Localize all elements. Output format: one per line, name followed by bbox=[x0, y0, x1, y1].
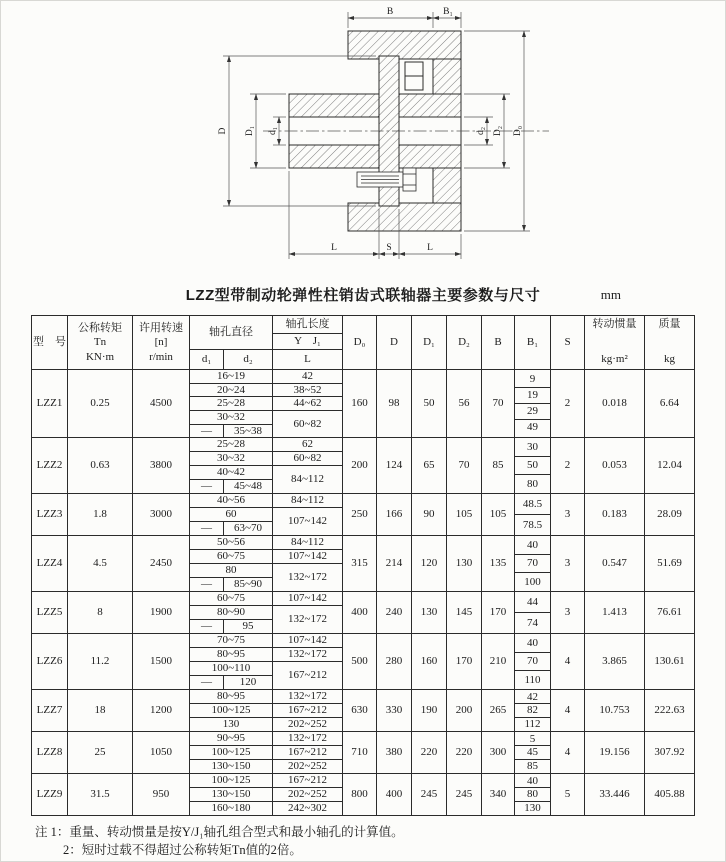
cell-D1: 130 bbox=[412, 592, 447, 634]
cell-bore-L: 84~112 bbox=[273, 536, 343, 550]
cell-B1-value: 40 bbox=[515, 537, 550, 555]
speed-unit: r/min bbox=[149, 350, 173, 363]
note-2: 2：短时过载不得超过公称转矩Tn值的2倍。 bbox=[63, 843, 302, 858]
col-model: 型 号 bbox=[32, 316, 68, 370]
cell-bore-d: 130~150 bbox=[190, 788, 273, 802]
table-notes bbox=[35, 823, 725, 859]
cell-bore-d: 100~110 bbox=[190, 662, 273, 676]
cell-mass: 51.69 bbox=[645, 536, 695, 592]
inertia-label: 转动惯量 bbox=[592, 318, 637, 330]
cell-B1-value: 100 bbox=[524, 575, 541, 588]
cell-bore-d: 100~125 bbox=[190, 746, 273, 760]
cell-B1-value: 85 bbox=[527, 760, 538, 773]
cell-B1-stack bbox=[515, 536, 551, 592]
dim-D1: D₁ bbox=[245, 125, 255, 137]
cell-bore-d1: — bbox=[190, 424, 224, 438]
speed-label: 许用转速 bbox=[139, 322, 183, 335]
cell-bore-L: 132~172 bbox=[273, 690, 343, 704]
cell-bore-L: 38~52 bbox=[273, 383, 343, 397]
cell-bore-d: 30~32 bbox=[190, 452, 273, 466]
cell-S: 3 bbox=[551, 494, 585, 536]
dim-d1: d₁ bbox=[268, 126, 278, 136]
cell-bore-L: 167~212 bbox=[273, 662, 343, 690]
cell-D: 280 bbox=[377, 634, 412, 690]
cell-D2: 56 bbox=[447, 370, 482, 438]
cell-bore-d2: 95 bbox=[224, 620, 273, 634]
cell-bore-d: 25~28 bbox=[190, 438, 273, 452]
cell-speed: 950 bbox=[133, 774, 190, 816]
col-B1: B₁ bbox=[515, 316, 551, 370]
cell-torque: 0.63 bbox=[68, 438, 133, 494]
dim-D2: D₂ bbox=[493, 125, 503, 137]
torque-label: 公称转矩 bbox=[78, 322, 122, 335]
cell-mass: 76.61 bbox=[645, 592, 695, 634]
cell-bore-d: 100~125 bbox=[190, 774, 273, 788]
cell-bore-L: 202~252 bbox=[273, 760, 343, 774]
cell-model-name: LZZ7 bbox=[32, 690, 68, 732]
cell-D: 124 bbox=[377, 438, 412, 494]
row-LZZ9-1 bbox=[32, 774, 695, 788]
col-d2: d₂ bbox=[224, 349, 273, 369]
cell-B1-value: 70 bbox=[515, 653, 550, 671]
dim-B: B bbox=[386, 7, 394, 17]
cell-speed: 3800 bbox=[133, 438, 190, 494]
cell-B1-value: 9 bbox=[515, 372, 550, 388]
dim-B1: B₁ bbox=[443, 7, 453, 17]
cell-B1-value: 19 bbox=[515, 388, 550, 404]
torque-symbol: Tn bbox=[93, 336, 107, 349]
cell-D: 214 bbox=[377, 536, 412, 592]
torque-unit: KN·m bbox=[85, 350, 115, 363]
cell-D2: 220 bbox=[447, 732, 482, 774]
cell-B1-value: 74 bbox=[527, 616, 538, 629]
cell-B1-value: 30 bbox=[515, 439, 550, 457]
cell-bore-d: 60 bbox=[190, 508, 273, 522]
cell-bore-L: 132~172 bbox=[273, 564, 343, 592]
cell-D1: 65 bbox=[412, 438, 447, 494]
cell-D2: 200 bbox=[447, 690, 482, 732]
mass-unit: kg bbox=[664, 353, 675, 366]
cell-bore-d2: 45~48 bbox=[224, 480, 273, 494]
cell-torque: 25 bbox=[68, 732, 133, 774]
cell-bore-L: 44~62 bbox=[273, 397, 343, 411]
cell-B1-value: 49 bbox=[527, 421, 538, 434]
row-LZZ6-1 bbox=[32, 634, 695, 648]
row-LZZ1-1 bbox=[32, 370, 695, 384]
cell-speed: 3000 bbox=[133, 494, 190, 536]
cell-bore-d: 70~75 bbox=[190, 634, 273, 648]
cell-B: 300 bbox=[482, 732, 515, 774]
coupling-section-drawing bbox=[1, 1, 726, 273]
cell-inertia: 19.156 bbox=[585, 732, 645, 774]
cell-B1-value: 42 bbox=[515, 691, 550, 705]
cell-bore-L: 107~142 bbox=[273, 508, 343, 536]
cell-bore-d: 40~42 bbox=[190, 466, 273, 480]
cell-D2: 105 bbox=[447, 494, 482, 536]
cell-bore-d2: 63~70 bbox=[224, 522, 273, 536]
cell-B1-value: 29 bbox=[515, 404, 550, 420]
cell-torque: 8 bbox=[68, 592, 133, 634]
cell-bore-d: 20~24 bbox=[190, 383, 273, 397]
cell-D: 98 bbox=[377, 370, 412, 438]
cell-B: 170 bbox=[482, 592, 515, 634]
cell-D1: 120 bbox=[412, 536, 447, 592]
cell-bore-L: 202~252 bbox=[273, 788, 343, 802]
cell-bore-d2: 35~38 bbox=[224, 424, 273, 438]
cell-bore-d: 50~56 bbox=[190, 536, 273, 550]
cell-bore-L: 202~252 bbox=[273, 718, 343, 732]
cell-D2: 170 bbox=[447, 634, 482, 690]
cell-bore-d: 80~95 bbox=[190, 648, 273, 662]
note-1: 注 1：重量、转动惯量是按Y/J₁轴孔组合型式和最小轴孔的计算值。 bbox=[35, 825, 404, 840]
cell-D1: 50 bbox=[412, 370, 447, 438]
cell-B1-value: 80 bbox=[527, 477, 538, 490]
cell-S: 4 bbox=[551, 634, 585, 690]
cell-D1: 220 bbox=[412, 732, 447, 774]
cell-bore-L: 107~142 bbox=[273, 550, 343, 564]
cell-torque: 1.8 bbox=[68, 494, 133, 536]
cell-D1: 160 bbox=[412, 634, 447, 690]
cell-speed: 1500 bbox=[133, 634, 190, 690]
cell-D1: 245 bbox=[412, 774, 447, 816]
col-L: L bbox=[273, 349, 343, 369]
cell-bore-L: 84~112 bbox=[273, 466, 343, 494]
cell-bore-d: 90~95 bbox=[190, 732, 273, 746]
cell-S: 2 bbox=[551, 438, 585, 494]
row-LZZ7-1 bbox=[32, 690, 695, 704]
cell-model-name: LZZ2 bbox=[32, 438, 68, 494]
cell-D: 240 bbox=[377, 592, 412, 634]
cell-speed: 1200 bbox=[133, 690, 190, 732]
cell-B1-value: 48.5 bbox=[515, 495, 550, 516]
cell-torque: 31.5 bbox=[68, 774, 133, 816]
cell-inertia: 0.183 bbox=[585, 494, 645, 536]
col-bore-length: 轴孔长度 bbox=[273, 316, 343, 334]
cell-B1-value: 50 bbox=[515, 457, 550, 475]
cell-B: 70 bbox=[482, 370, 515, 438]
row-LZZ5-1 bbox=[32, 592, 695, 606]
inertia-unit: kg·m² bbox=[601, 353, 628, 366]
cell-inertia: 0.547 bbox=[585, 536, 645, 592]
cell-model-name: LZZ5 bbox=[32, 592, 68, 634]
cell-bore-L: 167~212 bbox=[273, 774, 343, 788]
speed-symbol: [n] bbox=[154, 336, 168, 349]
cell-torque: 4.5 bbox=[68, 536, 133, 592]
cell-mass: 130.61 bbox=[645, 634, 695, 690]
cell-D2: 130 bbox=[447, 536, 482, 592]
cell-B1-stack bbox=[515, 690, 551, 732]
cell-model-name: LZZ1 bbox=[32, 370, 68, 438]
dim-L-left: L bbox=[331, 243, 337, 253]
cell-B1-value: 40 bbox=[515, 635, 550, 653]
cell-torque: 11.2 bbox=[68, 634, 133, 690]
cell-bore-L: 107~142 bbox=[273, 634, 343, 648]
cell-bore-L: 60~82 bbox=[273, 410, 343, 437]
cell-bore-L: 132~172 bbox=[273, 732, 343, 746]
cell-D0: 630 bbox=[343, 690, 377, 732]
col-D2: D₂ bbox=[447, 316, 482, 370]
cell-D: 400 bbox=[377, 774, 412, 816]
cell-bore-d: 60~75 bbox=[190, 592, 273, 606]
cell-S: 3 bbox=[551, 536, 585, 592]
cell-S: 5 bbox=[551, 774, 585, 816]
col-D0: D₀ bbox=[343, 316, 377, 370]
cell-bore-L: 42 bbox=[273, 370, 343, 384]
cell-bore-L: 167~212 bbox=[273, 704, 343, 718]
cell-model-name: LZZ9 bbox=[32, 774, 68, 816]
cell-B1-stack bbox=[515, 774, 551, 816]
cell-B1-value: 112 bbox=[524, 718, 541, 731]
cell-bore-d: 80~90 bbox=[190, 606, 273, 620]
cell-bore-d: 40~56 bbox=[190, 494, 273, 508]
cell-model-name: LZZ3 bbox=[32, 494, 68, 536]
cell-B1-value: 80 bbox=[515, 788, 550, 802]
cell-D0: 400 bbox=[343, 592, 377, 634]
cell-bore-L: 242~302 bbox=[273, 802, 343, 816]
cell-bore-d: 25~28 bbox=[190, 397, 273, 411]
header-row-1 bbox=[32, 316, 695, 334]
cell-bore-L: 84~112 bbox=[273, 494, 343, 508]
cell-B1-value: 78.5 bbox=[522, 518, 543, 531]
cell-D: 380 bbox=[377, 732, 412, 774]
dim-L-right: L bbox=[427, 243, 433, 253]
cell-bore-d: 80 bbox=[190, 564, 273, 578]
mass-label: 质量 bbox=[658, 318, 681, 330]
cell-inertia: 10.753 bbox=[585, 690, 645, 732]
cell-B1-value: 110 bbox=[524, 673, 541, 686]
cell-B: 210 bbox=[482, 634, 515, 690]
cell-B1-value: 130 bbox=[524, 802, 541, 815]
cell-B: 105 bbox=[482, 494, 515, 536]
cell-inertia: 1.413 bbox=[585, 592, 645, 634]
cell-bore-L: 62 bbox=[273, 438, 343, 452]
cell-bore-L: 60~82 bbox=[273, 452, 343, 466]
cell-bore-d2: 85~90 bbox=[224, 578, 273, 592]
cell-speed: 1050 bbox=[133, 732, 190, 774]
col-yj: Y J₁ bbox=[273, 334, 343, 349]
cell-D0: 500 bbox=[343, 634, 377, 690]
page-title: LZZ型带制动轮弹性柱销齿式联轴器主要参数与尺寸 bbox=[185, 287, 541, 304]
cell-B1-stack bbox=[515, 634, 551, 690]
cell-D1: 190 bbox=[412, 690, 447, 732]
row-LZZ2-1 bbox=[32, 438, 695, 452]
title-row bbox=[1, 284, 725, 308]
cell-torque: 18 bbox=[68, 690, 133, 732]
cell-speed: 4500 bbox=[133, 370, 190, 438]
cell-bore-L: 107~142 bbox=[273, 592, 343, 606]
cell-B1-value: 5 bbox=[515, 733, 550, 747]
cell-mass: 405.88 bbox=[645, 774, 695, 816]
cell-B: 265 bbox=[482, 690, 515, 732]
dim-D: D bbox=[218, 127, 228, 135]
cell-mass: 222.63 bbox=[645, 690, 695, 732]
cell-D: 330 bbox=[377, 690, 412, 732]
cell-D2: 245 bbox=[447, 774, 482, 816]
cell-B1-stack bbox=[515, 370, 551, 438]
col-bore-diameter: 轴孔直径 bbox=[190, 316, 273, 350]
cell-speed: 1900 bbox=[133, 592, 190, 634]
cell-bore-d2: 120 bbox=[224, 676, 273, 690]
pin-detail bbox=[405, 62, 423, 90]
parameters-table bbox=[31, 315, 695, 816]
row-LZZ3-1 bbox=[32, 494, 695, 508]
cell-B1-value: 40 bbox=[515, 775, 550, 789]
cell-mass: 12.04 bbox=[645, 438, 695, 494]
cell-bore-d1: — bbox=[190, 620, 224, 634]
cell-bore-d: 130~150 bbox=[190, 760, 273, 774]
cell-bore-d: 160~180 bbox=[190, 802, 273, 816]
cell-D0: 710 bbox=[343, 732, 377, 774]
cell-D0: 160 bbox=[343, 370, 377, 438]
cell-bore-d1: — bbox=[190, 480, 224, 494]
cell-B: 85 bbox=[482, 438, 515, 494]
cell-bore-d: 80~95 bbox=[190, 690, 273, 704]
cell-bore-d: 16~19 bbox=[190, 370, 273, 384]
col-torque bbox=[68, 316, 133, 370]
cell-bore-d1: — bbox=[190, 578, 224, 592]
cell-bore-d1: — bbox=[190, 676, 224, 690]
col-inertia bbox=[585, 316, 645, 370]
cell-D2: 145 bbox=[447, 592, 482, 634]
cell-S: 3 bbox=[551, 592, 585, 634]
cell-D0: 250 bbox=[343, 494, 377, 536]
dim-d2: d₂ bbox=[476, 126, 486, 136]
cell-B1-value: 45 bbox=[515, 746, 550, 760]
cell-model-name: LZZ4 bbox=[32, 536, 68, 592]
unit-label: mm bbox=[600, 287, 621, 302]
cell-B1-value: 82 bbox=[515, 704, 550, 718]
cell-B1-stack bbox=[515, 592, 551, 634]
cell-torque: 0.25 bbox=[68, 370, 133, 438]
cell-B: 135 bbox=[482, 536, 515, 592]
cell-bore-d: 130 bbox=[190, 718, 273, 732]
cell-B1-stack bbox=[515, 732, 551, 774]
cell-speed: 2450 bbox=[133, 536, 190, 592]
cell-bore-d: 30~32 bbox=[190, 410, 273, 424]
col-D: D bbox=[377, 316, 412, 370]
cell-B1-stack bbox=[515, 494, 551, 536]
cell-D2: 70 bbox=[447, 438, 482, 494]
cell-D: 166 bbox=[377, 494, 412, 536]
cell-D0: 315 bbox=[343, 536, 377, 592]
cell-bore-L: 132~172 bbox=[273, 606, 343, 634]
cell-inertia: 33.446 bbox=[585, 774, 645, 816]
dim-S: S bbox=[386, 243, 392, 253]
cell-D0: 200 bbox=[343, 438, 377, 494]
cell-bore-d: 60~75 bbox=[190, 550, 273, 564]
cell-mass: 307.92 bbox=[645, 732, 695, 774]
cell-S: 4 bbox=[551, 732, 585, 774]
cell-mass: 28.09 bbox=[645, 494, 695, 536]
cell-S: 4 bbox=[551, 690, 585, 732]
col-S: S bbox=[551, 316, 585, 370]
col-mass bbox=[645, 316, 695, 370]
col-d1: d₁ bbox=[190, 349, 224, 369]
col-D1: D₁ bbox=[412, 316, 447, 370]
cell-bore-L: 132~172 bbox=[273, 648, 343, 662]
cell-B1-value: 44 bbox=[515, 593, 550, 614]
col-B: B bbox=[482, 316, 515, 370]
dim-D0: D₀ bbox=[513, 125, 523, 137]
col-speed bbox=[133, 316, 190, 370]
cell-mass: 6.64 bbox=[645, 370, 695, 438]
cell-bore-d1: — bbox=[190, 522, 224, 536]
cell-S: 2 bbox=[551, 370, 585, 438]
cell-B1-stack bbox=[515, 438, 551, 494]
cell-B: 340 bbox=[482, 774, 515, 816]
cell-inertia: 3.865 bbox=[585, 634, 645, 690]
cell-B1-value: 70 bbox=[515, 555, 550, 573]
row-LZZ4-1 bbox=[32, 536, 695, 550]
cell-model-name: LZZ8 bbox=[32, 732, 68, 774]
cell-bore-d: 100~125 bbox=[190, 704, 273, 718]
cell-inertia: 0.053 bbox=[585, 438, 645, 494]
cell-D0: 800 bbox=[343, 774, 377, 816]
cell-inertia: 0.018 bbox=[585, 370, 645, 438]
cell-bore-L: 167~212 bbox=[273, 746, 343, 760]
cell-model-name: LZZ6 bbox=[32, 634, 68, 690]
cell-D1: 90 bbox=[412, 494, 447, 536]
row-LZZ8-1 bbox=[32, 732, 695, 746]
